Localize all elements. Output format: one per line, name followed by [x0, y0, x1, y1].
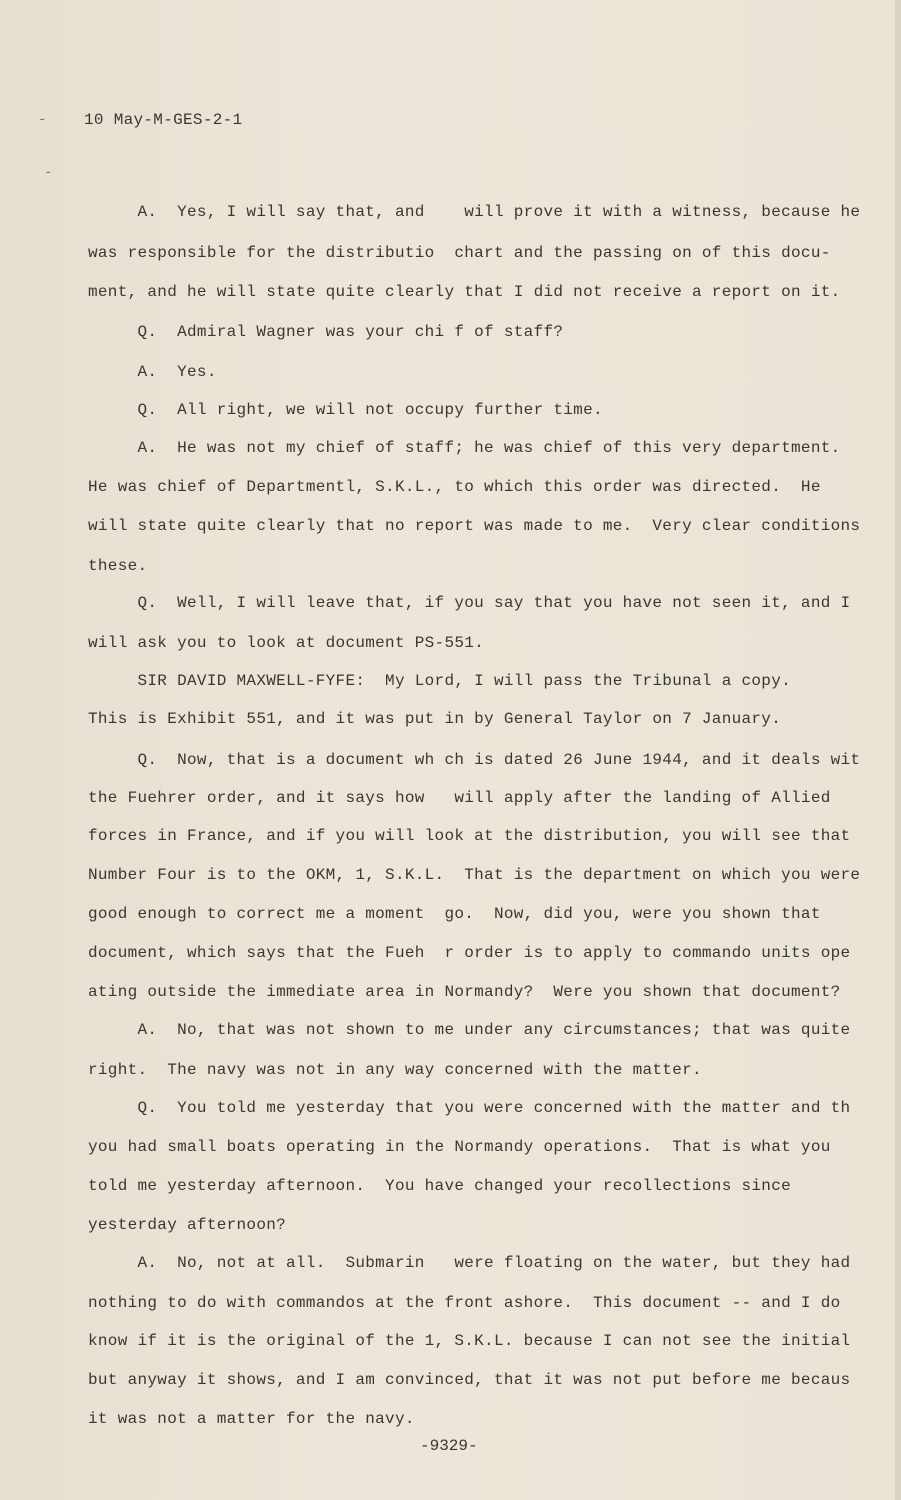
text-line: ating outside the immediate area in Normandy? Were you shown that document? — [88, 983, 841, 1001]
text-line: Q. You told me yesterday that you were concerned with the matter and th — [88, 1099, 851, 1117]
text-line: forces in France, and if you will look at the distribution, you will see that — [88, 827, 851, 845]
text-line: ment, and he will state quite clearly that I did not receive a report on it. — [88, 283, 841, 301]
text-line: yesterday afternoon? — [88, 1216, 287, 1234]
text-line: Q. All right, we will not occupy further time. — [88, 401, 603, 419]
text-line: A. No, not at all. Submarin were floating on the water, but they had — [88, 1254, 851, 1272]
text-line: nothing to do with commandos at the front ashore. This document -- and I do — [88, 1294, 841, 1312]
text-line: A. Yes, I will say that, and will prove it with a witness, because he — [88, 203, 861, 221]
text-line: but anyway it shows, and I am convinced, that it was not put before me becaus — [88, 1371, 851, 1389]
text-line: these. — [88, 557, 148, 575]
text-line: Q. Now, that is a document wh ch is dated 26 June 1944, and it deals wit — [88, 751, 861, 769]
page-edge — [895, 0, 901, 1500]
text-line: A. No, that was not shown to me under any circumstances; that was quite — [88, 1021, 851, 1039]
text-line: will ask you to look at document PS-551. — [88, 634, 485, 652]
text-line: Q. Admiral Wagner was your chi f of staff? — [88, 323, 564, 341]
text-line: the Fuehrer order, and it says how will apply after the landing of Allied — [88, 789, 831, 807]
text-line: SIR DAVID MAXWELL-FYFE: My Lord, I will pass the Tribunal a copy. — [88, 672, 792, 690]
page-number: -9329- — [420, 1437, 478, 1455]
text-line: told me yesterday afternoon. You have changed your recollections since — [88, 1177, 792, 1195]
margin-mark: - — [44, 165, 53, 181]
text-line: document, which says that the Fueh r order is to apply to commando units ope — [88, 944, 851, 962]
text-line: Number Four is to the OKM, 1, S.K.L. That is the department on which you were — [88, 866, 861, 884]
text-line: A. He was not my chief of staff; he was chief of this very department. — [88, 439, 841, 457]
margin-mark: - — [38, 112, 47, 128]
text-line: A. Yes. — [88, 363, 217, 381]
text-line: it was not a matter for the navy. — [88, 1410, 415, 1428]
text-line: was responsible for the distributio chart and the passing on of this docu- — [88, 244, 831, 262]
text-line: know if it is the original of the 1, S.K.L. because I can not see the initial — [88, 1332, 851, 1350]
text-line: This is Exhibit 551, and it was put in by General Taylor on 7 January. — [88, 710, 782, 728]
document-header: 10 May-M-GES-2-1 — [84, 111, 243, 129]
text-line: He was chief of Departmentl, S.K.L., to which this order was directed. He — [88, 478, 821, 496]
text-line: will state quite clearly that no report was made to me. Very clear conditions — [88, 517, 861, 535]
text-line: you had small boats operating in the Normandy operations. That is what you — [88, 1138, 831, 1156]
text-line: good enough to correct me a moment go. Now, did you, were you shown that — [88, 905, 821, 923]
text-line: right. The navy was not in any way concerned with the matter. — [88, 1061, 702, 1079]
text-line: Q. Well, I will leave that, if you say that you have not seen it, and I — [88, 594, 851, 612]
